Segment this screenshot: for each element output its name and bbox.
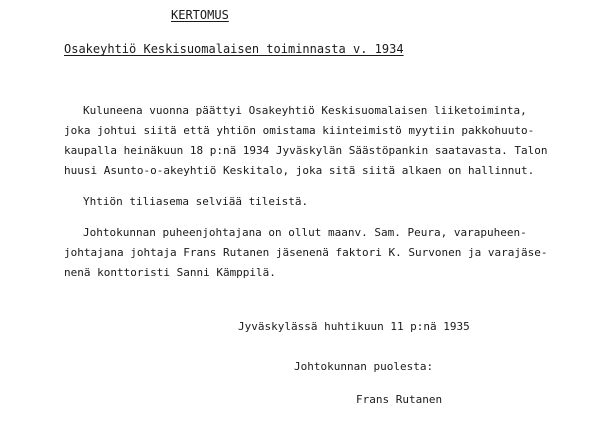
- paragraph2: Yhtiön tiliasema selviää tileistä.: [83, 195, 309, 208]
- closing-line: Johtokunnan puolesta:: [294, 360, 434, 373]
- paragraph3-line3: nenä konttoristi Sanni Kämppilä.: [64, 266, 276, 279]
- place-date: Jyväskylässä huhtikuun 11 p:nä 1935: [238, 320, 470, 333]
- paragraph3-line2: johtajana johtaja Frans Rutanen jäsenenä faktori K. Survonen ja varajäse-: [64, 246, 548, 259]
- document-subtitle: Osakeyhtiö Keskisuomalaisen toiminnasta v. 1934: [64, 42, 404, 56]
- paragraph3-line1: Johtokunnan puheenjohtajana on ollut maanv. Sam. Peura, varapuheen-: [83, 226, 527, 239]
- paragraph1-line1: Kuluneena vuonna päättyi Osakeyhtiö Keskisuomalaisen liiketoiminta,: [83, 104, 527, 117]
- paragraph1-line4: huusi Asunto-o-akeyhtiö Keskitalo, joka sitä siitä alkaen on hallinnut.: [64, 164, 535, 177]
- paragraph1-line3: kaupalla heinäkuun 18 p:nä 1934 Jyväskylän Säästöpankin saatavasta. Talon: [64, 144, 548, 157]
- signature-name: Frans Rutanen: [356, 393, 443, 406]
- document-title: KERTOMUS: [171, 8, 229, 22]
- paragraph1-line2: joka johtui siitä että yhtiön omistama kiinteimistö myytiin pakkohuuto-: [64, 124, 535, 137]
